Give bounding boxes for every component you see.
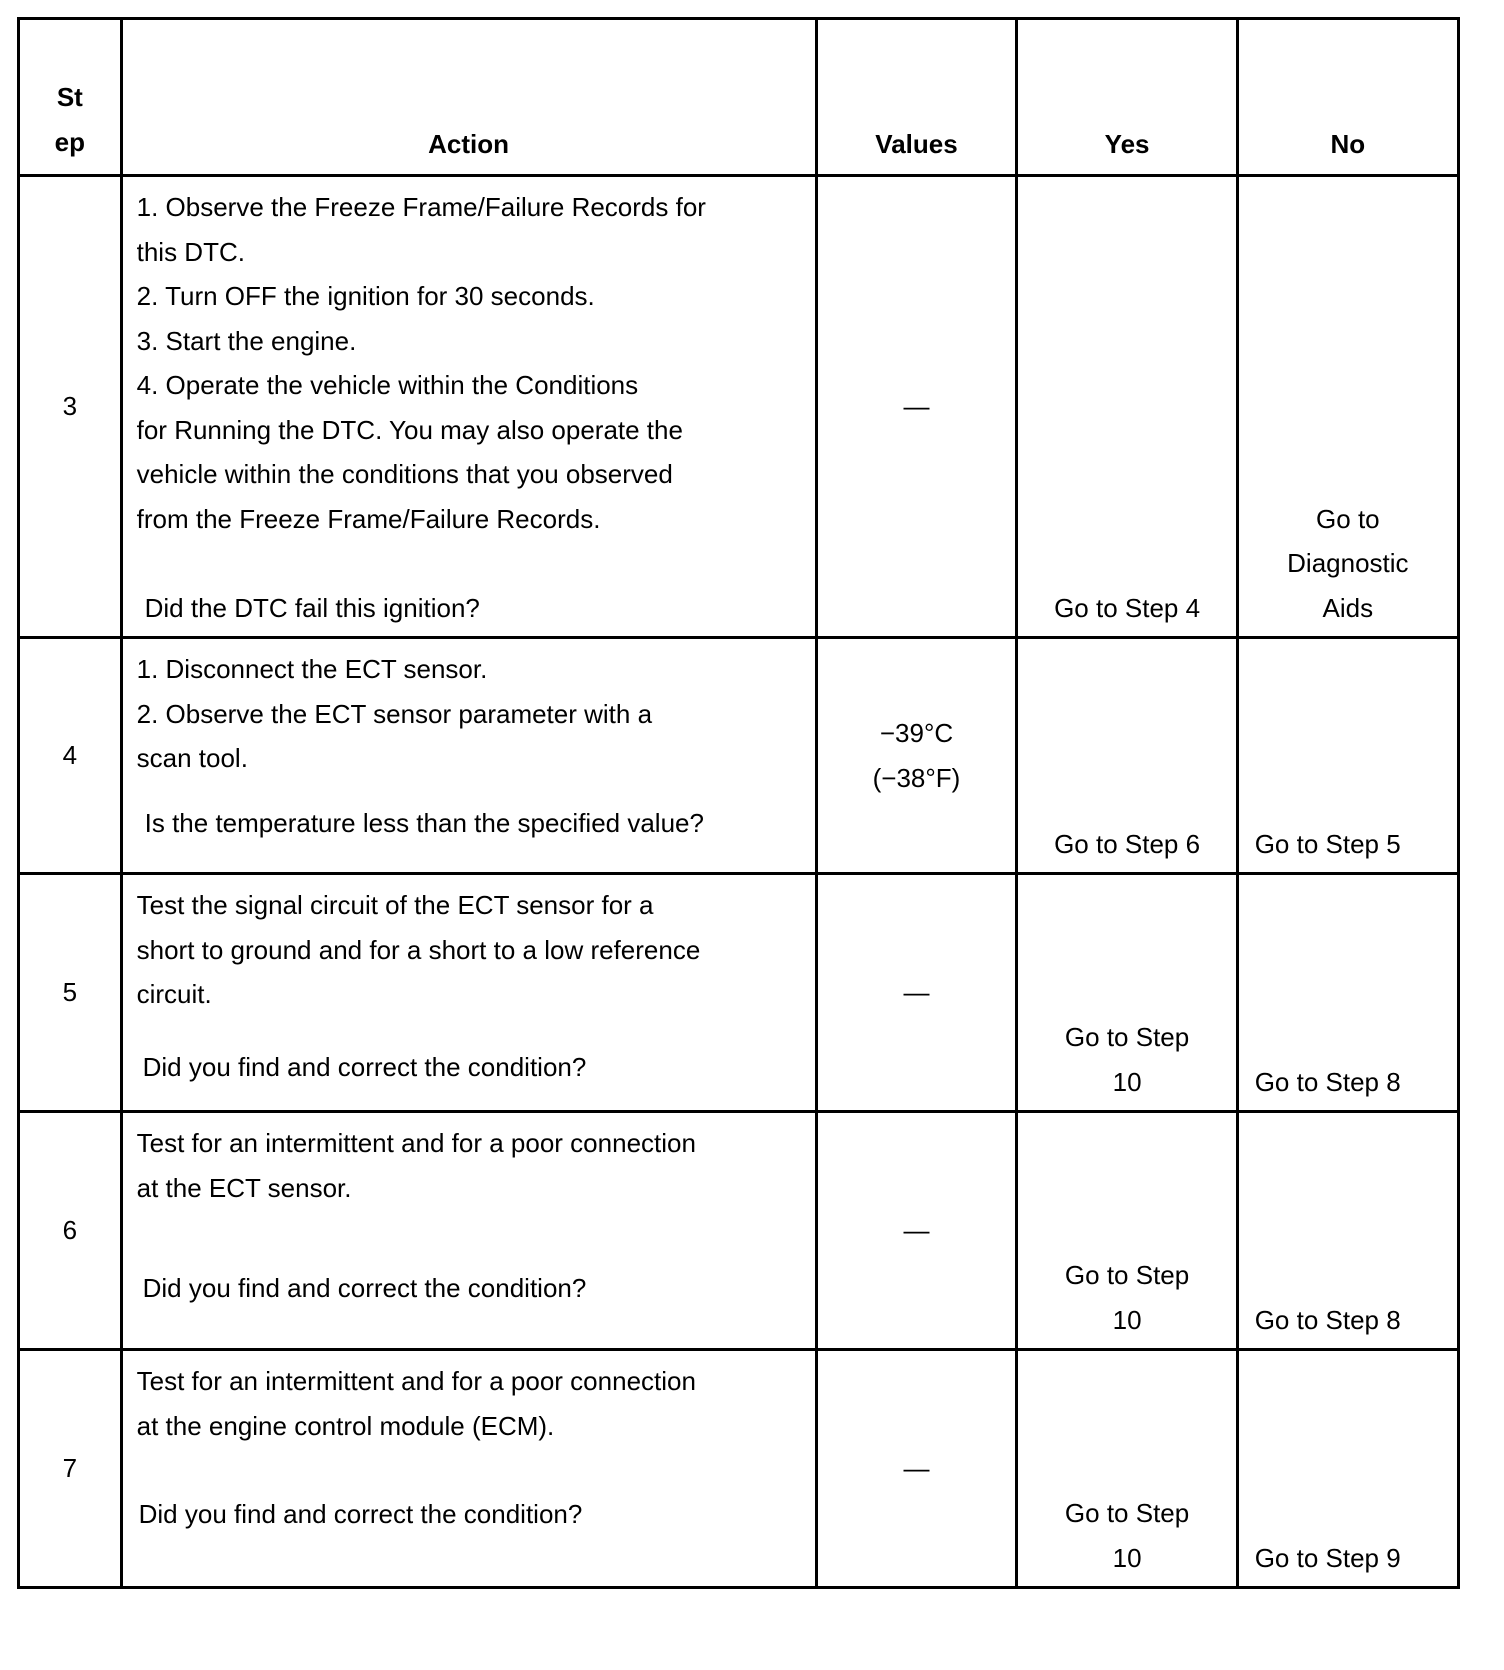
no-cell	[1237, 176, 1458, 638]
value-cell	[816, 176, 1017, 638]
action-line: 2. Observe the ECT sensor parameter with a	[136, 698, 653, 729]
header-no: No	[1237, 19, 1458, 176]
yes-cell	[1017, 1350, 1237, 1588]
action-line: circuit.	[136, 979, 212, 1009]
action-cell	[121, 176, 816, 638]
no-cell	[1237, 1112, 1458, 1350]
action-line: 1. Disconnect the ECT sensor.	[136, 654, 488, 684]
value-cell	[816, 638, 1017, 874]
value-cell	[816, 874, 1017, 1112]
table-row	[19, 874, 1459, 1112]
header-step	[19, 19, 122, 176]
step-number: 5	[19, 874, 122, 1112]
step-number: 6	[19, 1112, 122, 1350]
yes-cell	[1017, 1112, 1237, 1350]
yes-text: Go to Step	[1064, 1498, 1190, 1528]
action-line: Test for an intermittent and for a poor connection	[136, 1366, 696, 1396]
action-line: short to ground and for a short to a low reference	[136, 934, 701, 965]
value-text: —	[903, 977, 930, 1008]
action-line: at the ECT sensor.	[136, 1172, 352, 1203]
no-text: Aids	[1322, 592, 1374, 623]
action-cell	[121, 1350, 816, 1588]
yes-text: 10	[1112, 1542, 1142, 1573]
step-number: 7	[19, 1350, 122, 1588]
value-cell	[816, 1350, 1017, 1588]
action-line: scan tool.	[136, 743, 248, 773]
action-line: Test for an intermittent and for a poor connection	[136, 1128, 696, 1158]
diagnostic-table	[17, 17, 1460, 1589]
action-cell	[121, 874, 816, 1112]
action-line: from the Freeze Frame/Failure Records.	[136, 503, 601, 534]
action-line: this DTC.	[136, 236, 245, 267]
yes-cell	[1017, 638, 1237, 874]
no-cell	[1237, 638, 1458, 874]
action-question: Did the DTC fail this ignition?	[144, 592, 480, 623]
action-line: 2. Turn OFF the ignition for 30 seconds.	[136, 281, 595, 311]
header-row	[19, 19, 1459, 176]
action-line: for Running the DTC. You may also operate the	[136, 414, 683, 445]
yes-text: 10	[1112, 1066, 1142, 1097]
action-line: 4. Operate the vehicle within the Conditions	[136, 370, 639, 400]
action-cell	[121, 638, 816, 874]
yes-text: 10	[1112, 1304, 1142, 1335]
no-text: Go to Step 5	[1254, 828, 1401, 859]
no-text: Go to Step 9	[1254, 1542, 1401, 1573]
action-cell	[121, 1112, 816, 1350]
yes-text: Go to Step	[1064, 1260, 1190, 1290]
yes-text: Go to Step 4	[1054, 592, 1201, 623]
header-step-line-2: ep	[54, 126, 85, 157]
no-cell	[1237, 1350, 1458, 1588]
no-cell	[1237, 874, 1458, 1112]
no-text: Diagnostic	[1287, 548, 1409, 578]
action-question: Did you find and correct the condition?	[142, 1051, 587, 1082]
action-line: vehicle within the conditions that you observed	[136, 459, 673, 489]
action-line: 1. Observe the Freeze Frame/Failure Records for	[136, 192, 706, 222]
yes-cell	[1017, 874, 1237, 1112]
action-question: Is the temperature less than the specified value?	[144, 807, 704, 838]
yes-text: Go to Step	[1064, 1022, 1190, 1052]
header-step-line-1: St	[56, 82, 83, 112]
action-line: 3. Start the engine.	[136, 325, 357, 356]
step-number: 4	[19, 638, 122, 874]
action-line: at the engine control module (ECM).	[136, 1410, 555, 1441]
step-number: 3	[19, 176, 122, 638]
no-text: Go to	[1316, 503, 1380, 534]
action-question: Did you find and correct the condition?	[142, 1273, 587, 1303]
no-text: Go to Step 8	[1254, 1066, 1401, 1097]
header-action: Action	[121, 19, 816, 176]
action-question: Did you find and correct the condition?	[138, 1499, 583, 1529]
action-line: Test the signal circuit of the ECT sensor for a	[136, 890, 654, 920]
table-row	[19, 638, 1459, 874]
value-text: −39°C	[879, 718, 954, 748]
value-text: —	[903, 1215, 930, 1246]
table-row	[19, 1350, 1459, 1588]
value-text: —	[903, 391, 930, 422]
value-text: (−38°F)	[872, 762, 961, 793]
value-text: —	[903, 1453, 930, 1484]
value-cell	[816, 1112, 1017, 1350]
table-row	[19, 1112, 1459, 1350]
table-row	[19, 176, 1459, 638]
header-yes: Yes	[1017, 19, 1237, 176]
no-text: Go to Step 8	[1254, 1304, 1401, 1335]
yes-cell	[1017, 176, 1237, 638]
yes-text: Go to Step 6	[1054, 828, 1201, 859]
header-values: Values	[816, 19, 1017, 176]
